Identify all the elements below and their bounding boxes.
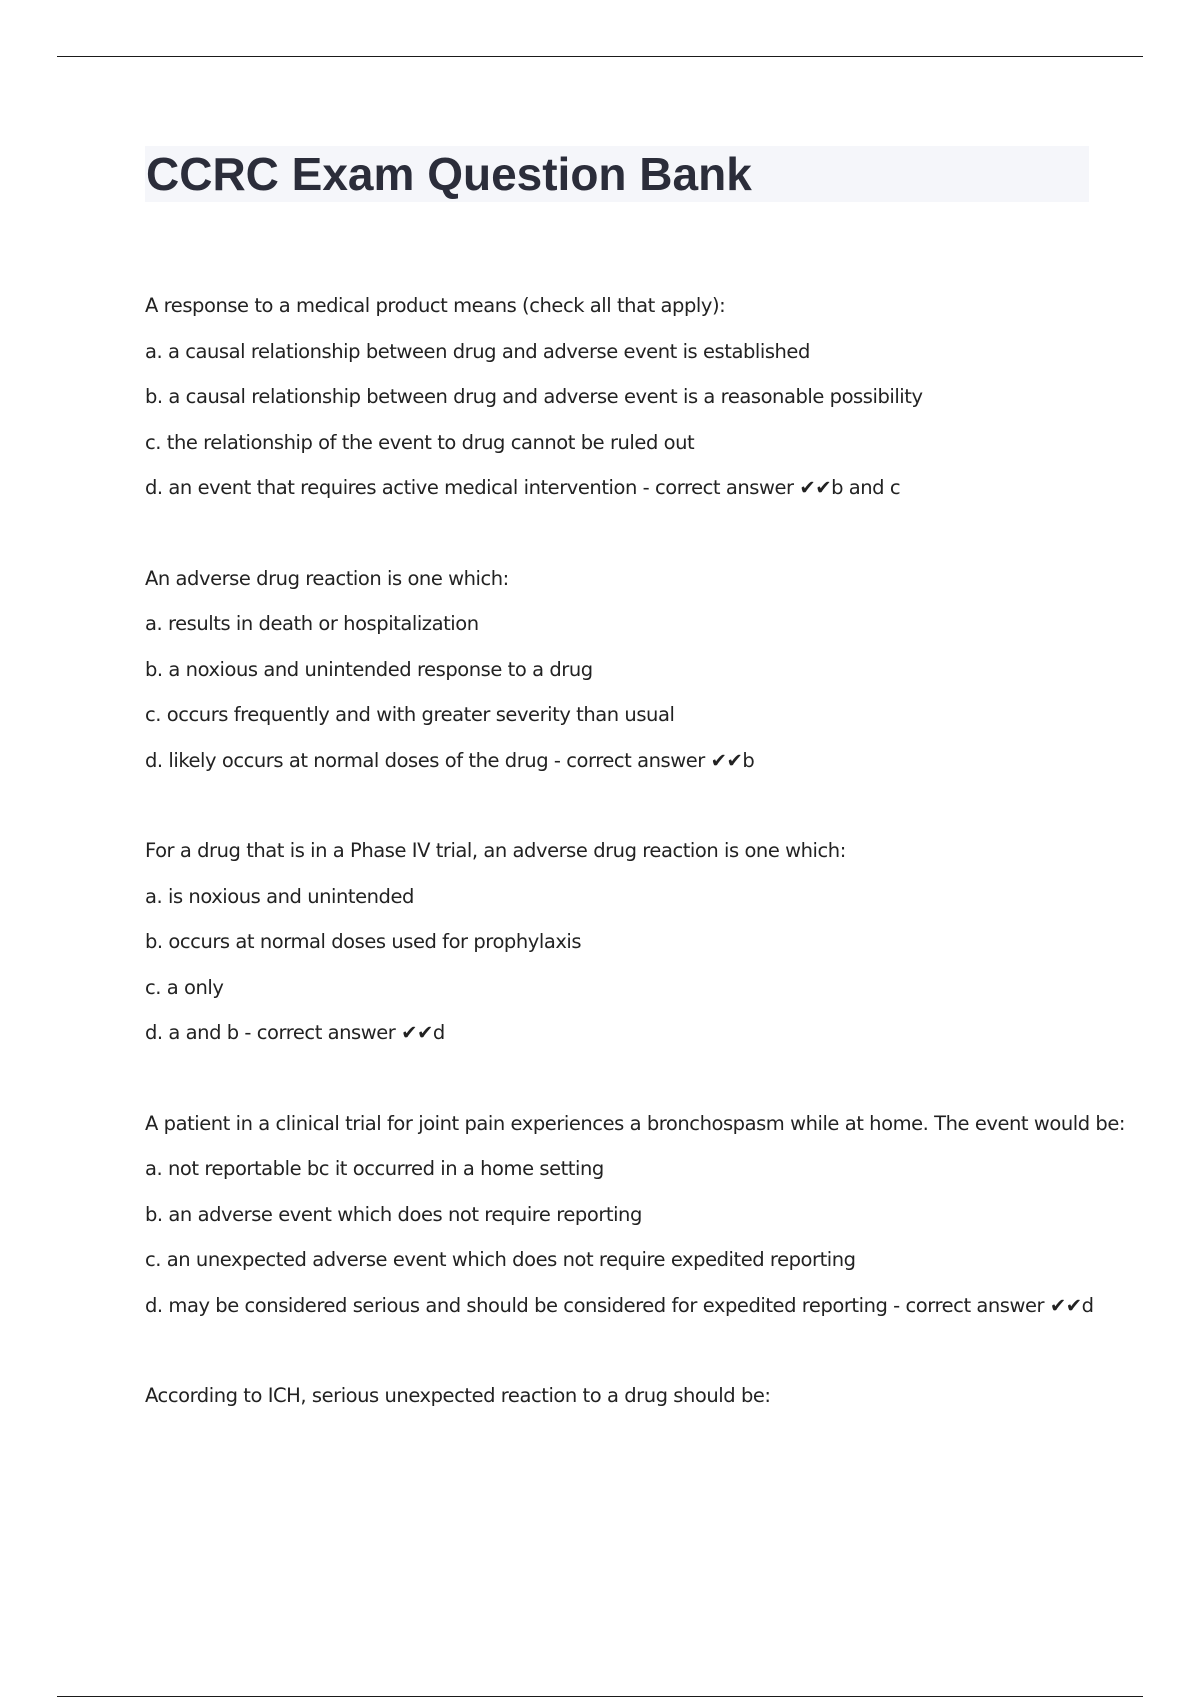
question-stem: A patient in a clinical trial for joint pain experiences a bronchospasm while at home. The event would be: [145,1111,1125,1135]
question-stem: A response to a medical product means (check all that apply): [145,294,726,317]
answer-option: c. occurs frequently and with greater severity than usual [145,703,675,726]
question-stem: An adverse drug reaction is one which: [145,566,509,590]
question-stem: For a drug that is in a Phase IV trial, an adverse drug reaction is one which: [145,839,846,862]
answer-option: b. a causal relationship between drug and adverse event is a reasonable possibility [145,385,923,408]
answer-option: b. an adverse event which does not require reporting [145,1202,642,1226]
answer-option: a. a causal relationship between drug and adverse event is established [145,339,810,363]
answer-option: a. not reportable bc it occurred in a home setting [145,1157,604,1180]
document-title: CCRC Exam Question Bank [146,148,752,200]
answer-option: a. is noxious and unintended [145,884,414,908]
answer-option-with-correct-answer: d. likely occurs at normal doses of the drug - correct answer ✔✔b [145,748,755,772]
answer-option: c. an unexpected adverse event which does not require expedited reporting [145,1248,856,1271]
top-rule [57,56,1143,57]
question-stem: According to ICH, serious unexpected reaction to a drug should be: [145,1384,771,1407]
answer-option: c. a only [145,975,224,999]
question-3 [145,828,1095,1056]
answer-option: a. results in death or hospitalization [145,612,479,635]
answer-option-with-correct-answer: d. may be considered serious and should be considered for expedited reporting - correct answer ✔✔d [145,1293,1094,1317]
question-1 [145,283,1095,511]
question-list [145,283,1125,1464]
answer-option: b. occurs at normal doses used for prophylaxis [145,930,582,953]
question-5 [145,1373,1095,1419]
answer-option: b. a noxious and unintended response to a drug [145,657,593,681]
answer-option-with-correct-answer: d. a and b - correct answer ✔✔d [145,1021,445,1044]
question-2 [145,556,1095,784]
bottom-rule [57,1696,1143,1697]
question-4 [145,1101,1125,1329]
answer-option: c. the relationship of the event to drug cannot be ruled out [145,430,695,454]
answer-option-with-correct-answer: d. an event that requires active medical intervention - correct answer ✔✔b and c [145,476,901,499]
